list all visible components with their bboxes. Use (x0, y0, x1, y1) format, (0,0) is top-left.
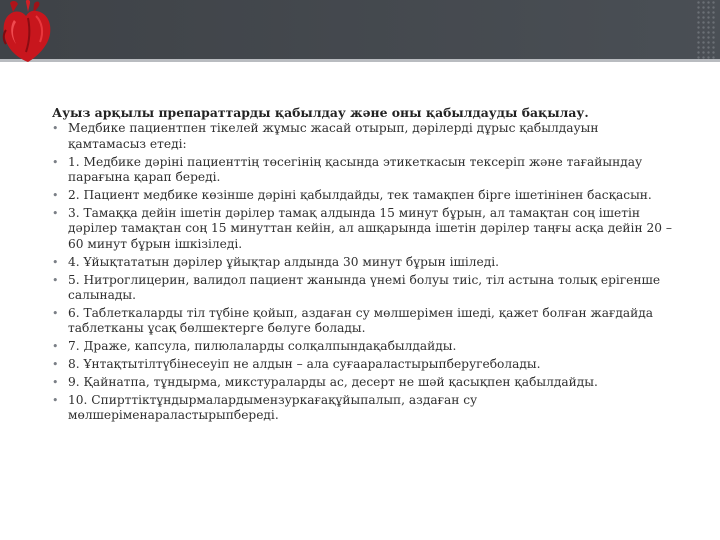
list-item-text: 7. Драже, капсула, пилюлаларды солқалпындақабылдайды. (68, 339, 457, 354)
list-item (52, 306, 672, 337)
dot-texture (696, 0, 716, 59)
bullet-list (52, 121, 672, 423)
slide-body (52, 105, 672, 426)
list-item-text: Медбике пациентпен тікелей жұмыс жасай отырып, дәрілерді дұрыс қабылдауын қамтамасыз етеді: (68, 121, 599, 151)
header-bar (0, 0, 720, 62)
bullet-icon: • (52, 155, 59, 169)
list-item-text: 6. Таблеткаларды тіл түбіне қойып, аздаған су мөлшерімен ішеді, қажет болған жағдайда таблетканы ұсақ бөлшектерге бөлуге болады. (68, 305, 653, 336)
bullet-icon: • (52, 255, 59, 269)
list-item (52, 255, 672, 270)
bullet-icon: • (52, 376, 59, 389)
list-item-text: 1. Медбике дәріні пациенттің төсегінің қасында этикеткасын тексеріп және тағайындау парағына қарап береді. (68, 154, 643, 185)
bullet-icon: • (52, 358, 59, 372)
list-item-text: 3. Тамаққа дейін ішетін дәрілер тамақ алдында 15 минут бұрын, ал тамақтан соң ішетін дәрілер тамақтан соң 15 минуттан кейін, ал ашқарында ішетін дәрілер таңғы асқа дейін 20 – 60 минут бұрын ішкізіледі. (68, 205, 672, 251)
list-item-text: 8. Ұнтақтытілтүбінесеуіп не алдын – ала суғаараластырыпберугеболады. (68, 357, 541, 372)
list-item-text: 10. Спирттіктұндырмалардымензуркағақұйыпалып, аздаған су мөлшеріменараластырыпбереді. (68, 392, 478, 423)
list-item-text: 4. Ұйықтататын дәрілер ұйықтар алдында 30 минут бұрын ішіледі. (68, 254, 499, 269)
list-item-text: 2. Пациент медбике көзінше дәріні қабылдайды, тек тамақпен бірге ішетінінен басқасын. (68, 188, 652, 203)
list-item (52, 339, 672, 354)
list-item (52, 357, 672, 372)
bullet-icon: • (52, 206, 59, 220)
heart-icon (0, 0, 56, 64)
list-item-text: 9. Қайнатпа, тұндырма, микстураларды ас, десерт не шәй қасықпен қабылдайды. (68, 375, 598, 389)
bullet-icon: • (52, 122, 59, 136)
bullet-icon: • (52, 340, 59, 354)
bullet-icon: • (52, 306, 59, 320)
slide-title: Ауыз арқылы препараттарды қабылдау және оны қабылдауды бақылау. (52, 105, 589, 120)
list-item (52, 393, 672, 424)
list-item-text: 5. Нитроглицерин, валидол пациент жанында үнемі болуы тиіс, тіл астына толық ерігенше салынады. (68, 272, 661, 302)
list-item (52, 155, 672, 186)
list-item (52, 121, 672, 152)
bullet-icon: • (52, 273, 59, 287)
list-item (52, 188, 672, 203)
list-item (52, 375, 672, 390)
bullet-icon: • (52, 189, 59, 203)
list-item (52, 273, 672, 304)
bullet-icon: • (52, 393, 59, 407)
header-bar-gradient (40, 0, 720, 59)
list-item (52, 206, 672, 252)
